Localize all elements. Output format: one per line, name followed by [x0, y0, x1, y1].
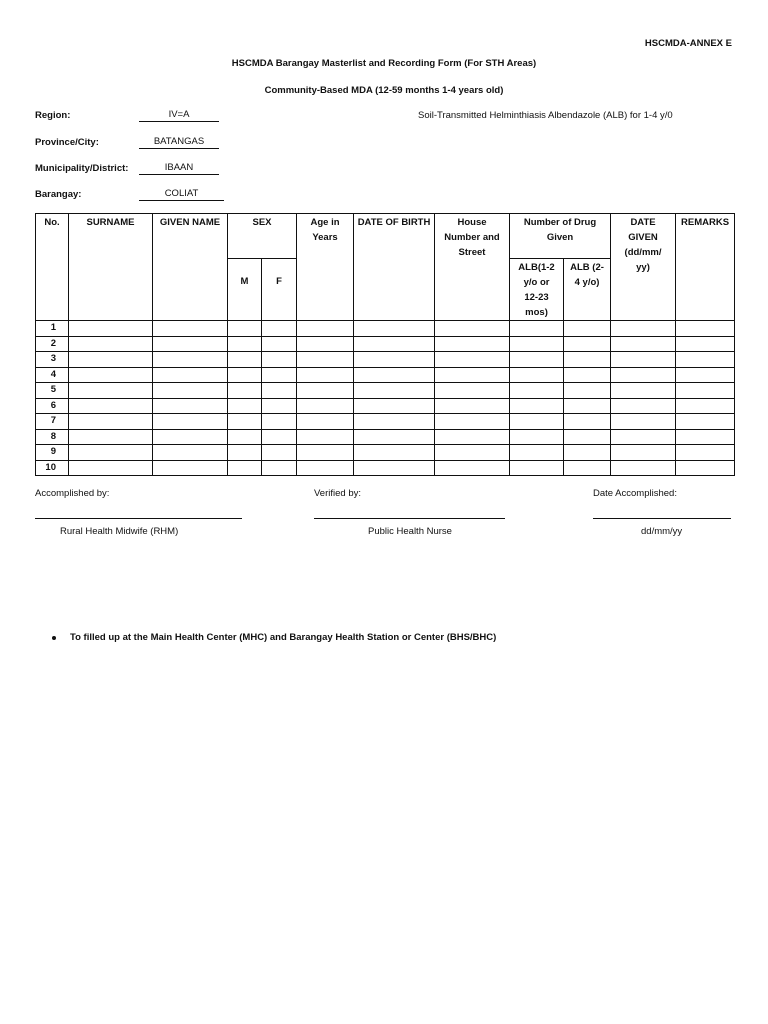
rhm-signature-line [35, 518, 242, 519]
table-cell[interactable] [510, 383, 564, 399]
table-cell[interactable] [69, 445, 153, 461]
table-row [36, 460, 735, 476]
table-cell[interactable] [354, 383, 435, 399]
municipality-value: IBAAN [139, 162, 219, 175]
table-cell[interactable] [510, 460, 564, 476]
region-label: Region: [35, 110, 71, 121]
table-cell[interactable] [228, 383, 262, 399]
table-cell[interactable] [262, 321, 297, 337]
table-cell[interactable] [611, 398, 676, 414]
table-cell[interactable] [676, 460, 735, 476]
date-accomplished-label: Date Accomplished: [593, 488, 677, 499]
drug-note: Soil-Transmitted Helminthiasis Albendazole (ALB) for 1-4 y/0 [418, 110, 673, 121]
phn-signature-line [314, 518, 505, 519]
barangay-value: COLIAT [139, 188, 224, 201]
header-surname: SURNAME [69, 214, 153, 321]
table-row [36, 383, 735, 399]
table-cell[interactable] [69, 321, 153, 337]
table-cell[interactable] [228, 367, 262, 383]
table-cell[interactable] [611, 414, 676, 430]
masterlist-table [35, 213, 735, 476]
header-house-number: House Number and Street [435, 214, 510, 321]
table-cell[interactable] [676, 352, 735, 368]
row-number: 10 [36, 460, 69, 476]
table-cell[interactable] [297, 460, 354, 476]
table-cell[interactable] [435, 445, 510, 461]
header-alb-2-4: ALB (2-4 y/o) [564, 259, 611, 321]
table-cell[interactable] [676, 414, 735, 430]
table-cell[interactable] [611, 383, 676, 399]
row-number: 7 [36, 414, 69, 430]
table-cell[interactable] [153, 352, 228, 368]
table-cell[interactable] [564, 383, 611, 399]
table-cell[interactable] [510, 367, 564, 383]
table-cell[interactable] [153, 321, 228, 337]
table-cell[interactable] [435, 321, 510, 337]
table-cell[interactable] [262, 398, 297, 414]
table-cell[interactable] [354, 414, 435, 430]
table-cell[interactable] [153, 414, 228, 430]
table-row [36, 321, 735, 337]
table-cell[interactable] [676, 429, 735, 445]
table-cell[interactable] [69, 398, 153, 414]
row-number: 5 [36, 383, 69, 399]
table-cell[interactable] [153, 445, 228, 461]
table-cell[interactable] [228, 460, 262, 476]
table-cell[interactable] [676, 336, 735, 352]
barangay-label: Barangay: [35, 189, 82, 200]
row-number: 4 [36, 367, 69, 383]
table-cell[interactable] [297, 336, 354, 352]
table-cell[interactable] [435, 414, 510, 430]
table-cell[interactable] [510, 336, 564, 352]
date-format: dd/mm/yy [641, 526, 683, 537]
table-cell[interactable] [435, 398, 510, 414]
table-cell[interactable] [69, 336, 153, 352]
table-cell[interactable] [676, 398, 735, 414]
table-cell[interactable] [69, 383, 153, 399]
row-number: 1 [36, 321, 69, 337]
table-cell[interactable] [435, 336, 510, 352]
table-cell[interactable] [69, 460, 153, 476]
table-cell[interactable] [510, 398, 564, 414]
table-row [36, 445, 735, 461]
table-cell[interactable] [69, 429, 153, 445]
table-cell[interactable] [153, 383, 228, 399]
table-cell[interactable] [676, 445, 735, 461]
table-cell[interactable] [228, 352, 262, 368]
table-cell[interactable] [564, 429, 611, 445]
header-age: Age in Years [297, 214, 354, 321]
table-cell[interactable] [262, 336, 297, 352]
header-drug-given: Number of Drug Given [510, 214, 611, 259]
table-cell[interactable] [611, 352, 676, 368]
table-cell[interactable] [69, 352, 153, 368]
row-number: 9 [36, 445, 69, 461]
table-cell[interactable] [297, 383, 354, 399]
table-cell[interactable] [611, 429, 676, 445]
table-cell[interactable] [435, 460, 510, 476]
table-cell[interactable] [297, 398, 354, 414]
table-cell[interactable] [297, 367, 354, 383]
bullet-icon [52, 636, 56, 640]
header-alb-1-2: ALB(1-2 y/o or 12-23 mos) [510, 259, 564, 321]
table-cell[interactable] [676, 367, 735, 383]
table-cell[interactable] [354, 352, 435, 368]
date-signature-line [593, 518, 731, 519]
annex-code: HSCMDA-ANNEX E [644, 38, 732, 49]
table-cell[interactable] [262, 383, 297, 399]
table-cell[interactable] [297, 352, 354, 368]
header-sex: SEX [228, 214, 297, 259]
table-cell[interactable] [611, 460, 676, 476]
table-cell[interactable] [228, 414, 262, 430]
table-row [36, 429, 735, 445]
table-cell[interactable] [228, 336, 262, 352]
table-cell[interactable] [262, 445, 297, 461]
table-cell[interactable] [510, 445, 564, 461]
table-cell[interactable] [564, 460, 611, 476]
table-cell[interactable] [69, 414, 153, 430]
rhm-role: Rural Health Midwife (RHM) [60, 526, 179, 537]
table-cell[interactable] [564, 414, 611, 430]
table-cell[interactable] [153, 367, 228, 383]
table-cell[interactable] [262, 460, 297, 476]
header-female: F [262, 259, 297, 321]
table-cell[interactable] [262, 367, 297, 383]
table-cell[interactable] [153, 398, 228, 414]
table-cell[interactable] [564, 321, 611, 337]
table-cell[interactable] [564, 352, 611, 368]
row-number: 8 [36, 429, 69, 445]
table-cell[interactable] [354, 445, 435, 461]
row-number: 2 [36, 336, 69, 352]
table-row [36, 352, 735, 368]
header-male: M [228, 259, 262, 321]
table-cell[interactable] [297, 414, 354, 430]
table-cell[interactable] [611, 321, 676, 337]
table-cell[interactable] [435, 383, 510, 399]
form-subtitle: Community-Based MDA (12-59 months 1-4 years old) [264, 85, 504, 96]
footnote: To filled up at the Main Health Center (MHC) and Barangay Health Station or Center (BHS/BHC) [70, 632, 497, 643]
province-value: BATANGAS [139, 136, 219, 149]
table-cell[interactable] [262, 352, 297, 368]
table-cell[interactable] [354, 321, 435, 337]
phn-role: Public Health Nurse [368, 526, 452, 537]
table-cell[interactable] [297, 429, 354, 445]
table-cell[interactable] [354, 460, 435, 476]
table-cell[interactable] [228, 429, 262, 445]
row-number: 3 [36, 352, 69, 368]
form-title: HSCMDA Barangay Masterlist and Recording Form (For STH Areas) [231, 58, 537, 69]
table-cell[interactable] [262, 414, 297, 430]
header-given-name: GIVEN NAME [153, 214, 228, 321]
table-row [36, 336, 735, 352]
table-body [36, 321, 735, 476]
table-cell[interactable] [153, 336, 228, 352]
table-cell[interactable] [354, 398, 435, 414]
accomplished-by-label: Accomplished by: [35, 488, 110, 499]
table-cell[interactable] [435, 352, 510, 368]
table-cell[interactable] [228, 321, 262, 337]
table-row [36, 414, 735, 430]
table-cell[interactable] [510, 321, 564, 337]
municipality-label: Municipality/District: [35, 163, 129, 174]
table-cell[interactable] [435, 429, 510, 445]
table-cell[interactable] [354, 336, 435, 352]
table-cell[interactable] [676, 383, 735, 399]
table-cell[interactable] [510, 352, 564, 368]
table-cell[interactable] [153, 460, 228, 476]
table-cell[interactable] [564, 336, 611, 352]
verified-by-label: Verified by: [314, 488, 361, 499]
table-cell[interactable] [69, 367, 153, 383]
province-label: Province/City: [35, 137, 99, 148]
table-cell[interactable] [510, 429, 564, 445]
table-cell[interactable] [611, 445, 676, 461]
table-cell[interactable] [611, 367, 676, 383]
row-number: 6 [36, 398, 69, 414]
table-cell[interactable] [564, 398, 611, 414]
table-cell[interactable] [297, 321, 354, 337]
table-row [36, 367, 735, 383]
header-no: No. [36, 214, 69, 321]
header-date-of-birth: DATE OF BIRTH [354, 214, 435, 321]
table-cell[interactable] [262, 429, 297, 445]
table-cell[interactable] [435, 367, 510, 383]
table-cell[interactable] [297, 445, 354, 461]
table-cell[interactable] [611, 336, 676, 352]
header-date-given: DATE GIVEN (dd/mm/ yy) [611, 214, 676, 321]
table-cell[interactable] [564, 367, 611, 383]
table-cell[interactable] [228, 398, 262, 414]
table-cell[interactable] [354, 429, 435, 445]
table-row [36, 398, 735, 414]
table-cell[interactable] [354, 367, 435, 383]
table-cell[interactable] [564, 445, 611, 461]
region-value: IV=A [139, 109, 219, 122]
table-cell[interactable] [676, 321, 735, 337]
header-remarks: REMARKS [676, 214, 735, 321]
table-cell[interactable] [228, 445, 262, 461]
table-cell[interactable] [153, 429, 228, 445]
table-cell[interactable] [510, 414, 564, 430]
